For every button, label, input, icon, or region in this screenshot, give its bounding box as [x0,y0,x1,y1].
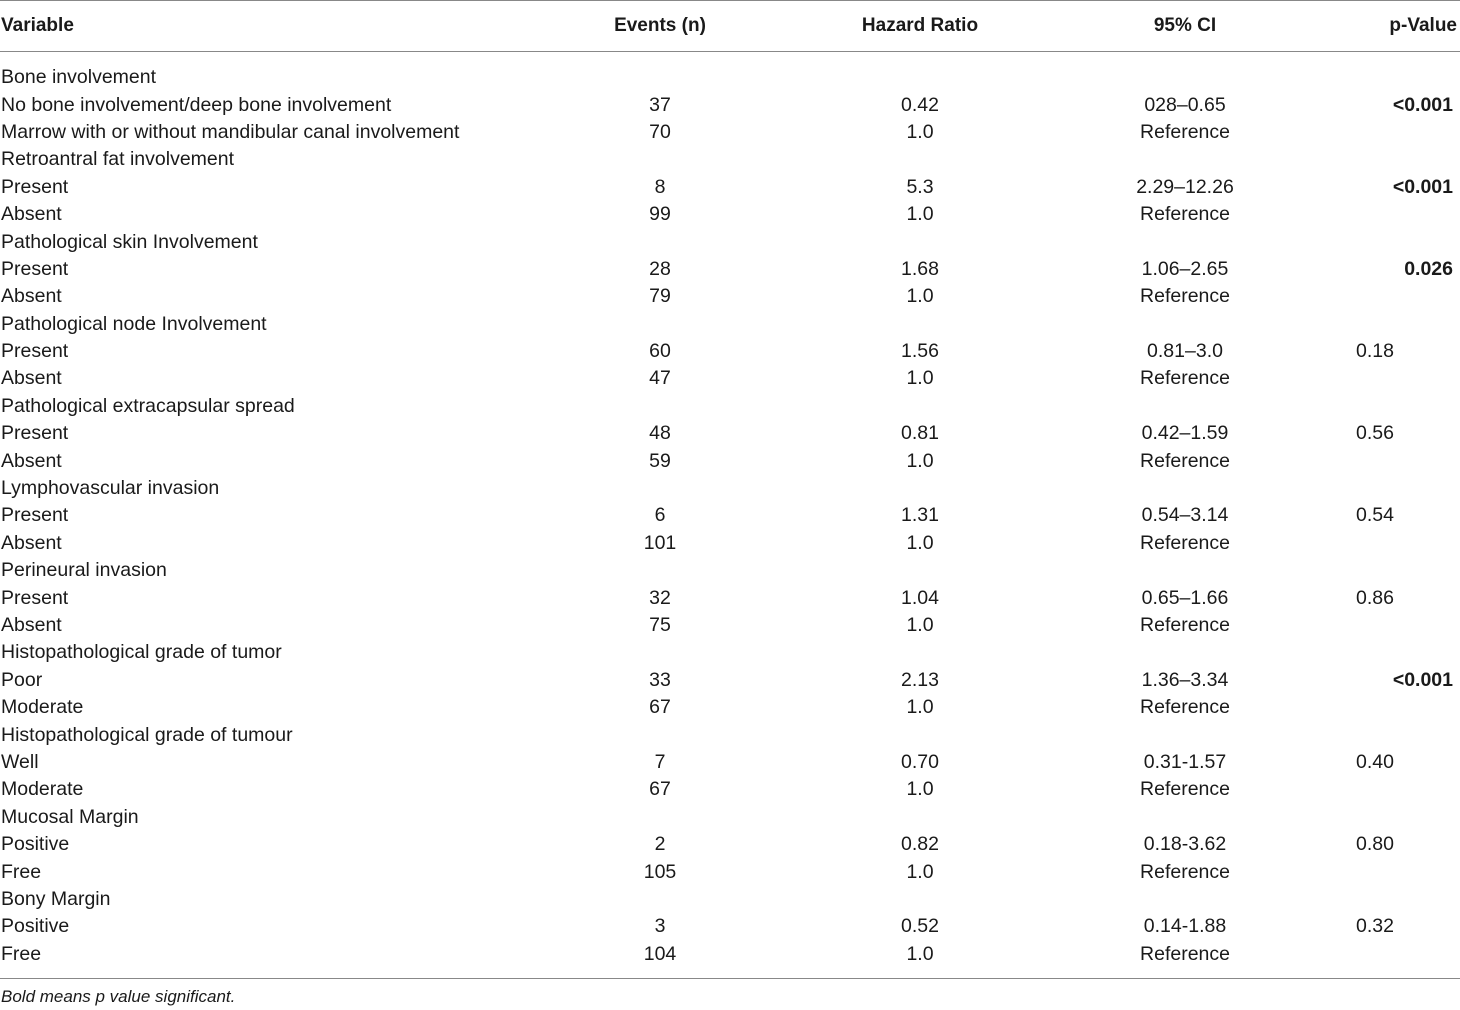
header-p-value: p-Value [1389,15,1457,36]
cell-ci: Reference [1140,860,1230,883]
cell-variable: Absent [1,285,62,308]
cell-variable: Absent [1,449,62,472]
cell-p-value [1290,228,1460,255]
cell-ci: Reference [1140,614,1230,636]
cell-hazard-ratio: 1.04 [901,586,939,609]
p-value-text: 0.86 [1356,586,1394,609]
cell-hazard-ratio: 1.0 [906,614,934,636]
group-row [0,475,1460,502]
cell-p-value [1290,420,1460,447]
cell-ci: 0.42–1.59 [1141,422,1229,445]
cell-p-value [1290,749,1460,776]
cell-ci [1080,804,1290,831]
table-row [0,831,1460,858]
cell-ci: 0.18-3.62 [1143,833,1227,856]
spacer-row [0,968,1460,979]
cell-p-value [1290,941,1460,968]
table-row [0,776,1460,803]
cell-ci [1080,475,1290,502]
table-row [0,858,1460,885]
p-value-text: 0.80 [1356,833,1394,856]
cell-events [560,311,760,338]
cell-hazard-ratio: 1.0 [906,942,934,965]
cell-hazard-ratio: 0.70 [901,750,939,773]
cell-variable: Bone involvement [1,66,157,89]
cell-p-value [1290,174,1460,201]
p-value-text: <0.001 [1392,668,1453,691]
cell-variable: Pathological skin Involvement [1,230,258,253]
cell-variable: Poor [1,668,43,691]
p-value-text: 0.40 [1356,750,1394,773]
cell-events: 75 [649,614,671,636]
cell-p-value [1290,612,1460,639]
p-value-text: 0.18 [1356,340,1394,363]
cell-ci: Reference [1140,203,1230,226]
cell-events: 59 [649,449,671,472]
cell-p-value [1290,584,1460,611]
cell-events: 33 [649,668,671,691]
cell-events [560,557,760,584]
cell-p-value [1290,256,1460,283]
cell-hazard-ratio [760,639,1080,666]
cell-p-value [1290,667,1460,694]
cell-variable: Positive [1,833,70,856]
table-row [0,119,1460,146]
cell-p-value [1290,91,1460,118]
cell-p-value [1290,858,1460,885]
cell-p-value [1290,146,1460,173]
table-row [0,91,1460,118]
cell-ci: Reference [1140,367,1230,390]
table-row [0,256,1460,283]
group-row [0,146,1460,173]
cell-events: 47 [649,367,671,390]
cell-ci [1080,721,1290,748]
cell-hazard-ratio: 0.82 [901,833,939,856]
cell-hazard-ratio: 1.0 [906,120,934,143]
cell-hazard-ratio [760,228,1080,255]
cell-hazard-ratio: 1.0 [906,449,934,472]
cell-events [560,721,760,748]
p-value-text: 0.32 [1356,915,1394,938]
cell-ci [1080,146,1290,173]
cell-events: 60 [649,340,671,363]
cell-hazard-ratio [760,804,1080,831]
table-row [0,749,1460,776]
cell-ci: 0.31-1.57 [1143,750,1227,773]
cell-ci: Reference [1140,449,1230,472]
cell-variable: Retroantral fat involvement [1,148,235,171]
header-row [0,1,1460,52]
cell-hazard-ratio [760,557,1080,584]
cell-variable: Moderate [1,778,84,801]
cell-p-value [1290,694,1460,721]
table-header [0,1,1460,52]
group-row [0,311,1460,338]
cell-events: 3 [654,915,666,938]
cell-variable: Present [1,586,69,609]
table-row [0,365,1460,392]
cell-hazard-ratio: 1.0 [906,860,934,883]
cell-events: 105 [643,860,677,883]
cell-variable: Free [1,942,42,965]
cell-p-value [1290,201,1460,228]
cell-p-value [1290,447,1460,474]
cell-hazard-ratio: 2.13 [901,668,939,691]
table-row [0,913,1460,940]
cell-p-value [1290,530,1460,557]
cell-hazard-ratio [760,146,1080,173]
p-value-text: 0.54 [1356,504,1394,527]
cell-ci: 1.36–3.34 [1141,668,1229,691]
p-value-text: <0.001 [1392,93,1453,116]
cell-p-value [1290,338,1460,365]
cell-events: 101 [643,531,677,554]
cell-events: 28 [649,257,671,280]
header-hazard-ratio: Hazard Ratio [861,15,979,36]
cell-ci [1080,639,1290,666]
cell-events [560,886,760,913]
cell-p-value [1290,475,1460,502]
cell-p-value [1290,913,1460,940]
cell-ci: Reference [1140,531,1230,554]
cell-events: 79 [649,285,671,308]
table-row [0,283,1460,310]
cell-variable: No bone involvement/deep bone involvement [1,93,392,116]
header-events: Events (n) [614,15,706,36]
table-row [0,612,1460,639]
cell-variable: Absent [1,203,62,226]
table-row [0,201,1460,228]
cell-hazard-ratio: 0.42 [901,93,939,116]
cell-variable: Free [1,860,42,883]
cell-hazard-ratio: 1.0 [906,696,934,719]
cell-p-value [1290,557,1460,584]
cell-ci [1080,64,1290,91]
cell-hazard-ratio: 5.3 [906,175,934,198]
table-row [0,447,1460,474]
group-row [0,886,1460,913]
cell-ci: 2.29–12.26 [1136,175,1234,198]
table-row [0,174,1460,201]
cell-ci: 0.81–3.0 [1147,340,1223,363]
cell-p-value [1290,831,1460,858]
spacer-row [0,52,1460,65]
cell-hazard-ratio [760,393,1080,420]
cell-p-value [1290,804,1460,831]
cell-variable: Histopathological grade of tumor [1,641,282,664]
group-row [0,64,1460,91]
cell-hazard-ratio: 1.0 [906,531,934,554]
cell-events [560,639,760,666]
cell-ci [1080,228,1290,255]
cell-hazard-ratio: 1.56 [901,340,939,363]
header-variable: Variable [1,15,74,36]
cell-hazard-ratio [760,721,1080,748]
cell-variable: Perineural invasion [1,559,167,582]
cell-events: 48 [649,422,671,445]
cell-hazard-ratio: 1.0 [906,203,934,226]
table-row [0,667,1460,694]
cell-variable: Bony Margin [1,887,111,910]
cell-ci: 0.54–3.14 [1141,504,1229,527]
cell-events [560,804,760,831]
cell-events [560,475,760,502]
cell-p-value [1290,64,1460,91]
cell-p-value [1290,311,1460,338]
table-row [0,530,1460,557]
cell-events [560,228,760,255]
cell-variable: Present [1,340,69,363]
cell-hazard-ratio: 1.0 [906,285,934,308]
table-row [0,694,1460,721]
cell-events: 8 [654,175,666,198]
table-row [0,941,1460,968]
cell-variable: Pathological extracapsular spread [1,394,295,417]
cell-p-value [1290,502,1460,529]
group-row [0,804,1460,831]
cell-variable: Lymphovascular invasion [1,477,220,500]
cell-hazard-ratio: 0.81 [901,422,939,445]
cell-hazard-ratio: 0.52 [901,915,939,938]
p-value-text: <0.001 [1392,175,1453,198]
cell-hazard-ratio [760,311,1080,338]
cell-ci [1080,886,1290,913]
cell-events: 67 [649,778,671,801]
cell-events [560,64,760,91]
cell-p-value [1290,721,1460,748]
cell-events: 32 [649,586,671,609]
group-row [0,228,1460,255]
cell-events: 2 [654,833,666,856]
p-value-text: 0.026 [1404,257,1453,280]
cell-variable: Well [1,750,39,773]
header-ci: 95% CI [1153,15,1217,36]
cell-hazard-ratio [760,475,1080,502]
cell-variable: Absent [1,367,62,390]
cell-ci: 0.14-1.88 [1143,915,1227,938]
cell-p-value [1290,283,1460,310]
cell-ci: Reference [1140,778,1230,801]
cell-variable: Absent [1,531,62,554]
cell-events: 6 [654,504,666,527]
cell-variable: Pathological node Involvement [1,312,267,335]
cell-ci: 028–0.65 [1144,93,1226,116]
cell-events [560,393,760,420]
table-body [0,52,1460,979]
cell-variable: Histopathological grade of tumour [1,723,293,746]
cell-hazard-ratio [760,64,1080,91]
table-footnote: Bold means p value significant. [1,987,236,1006]
cell-events: 67 [649,696,671,719]
cell-variable: Moderate [1,696,84,719]
table-row [0,338,1460,365]
cell-ci: Reference [1140,120,1230,143]
cell-p-value [1290,393,1460,420]
cell-variable: Absent [1,614,62,636]
cell-ci [1080,311,1290,338]
cell-events [560,146,760,173]
cell-ci: Reference [1140,696,1230,719]
cell-p-value [1290,639,1460,666]
cell-ci: 1.06–2.65 [1141,257,1229,280]
cell-variable: Mucosal Margin [1,805,139,828]
cell-p-value [1290,119,1460,146]
cell-ci [1080,393,1290,420]
cell-variable: Present [1,504,69,527]
cell-hazard-ratio: 1.0 [906,367,934,390]
p-value-text: 0.56 [1356,422,1394,445]
group-row [0,557,1460,584]
cell-variable: Present [1,422,69,445]
table-row [0,420,1460,447]
cell-ci: Reference [1140,285,1230,308]
cell-ci: Reference [1140,942,1230,965]
table-row [0,584,1460,611]
table-row [0,502,1460,529]
cell-p-value [1290,776,1460,803]
cell-variable: Present [1,175,69,198]
cell-events: 99 [649,203,671,226]
cell-ci: 0.65–1.66 [1141,586,1229,609]
group-row [0,639,1460,666]
cell-p-value [1290,365,1460,392]
cell-variable: Positive [1,915,70,938]
cell-events: 7 [654,750,666,773]
cell-hazard-ratio: 1.31 [901,504,939,527]
cell-hazard-ratio: 1.68 [901,257,939,280]
cell-ci [1080,557,1290,584]
cell-hazard-ratio [760,886,1080,913]
group-row [0,393,1460,420]
cell-events: 104 [643,942,677,965]
cell-variable: Present [1,257,69,280]
cell-hazard-ratio: 1.0 [906,778,934,801]
cell-variable: Marrow with or without mandibular canal involvement [1,120,460,143]
cell-p-value [1290,886,1460,913]
cell-events: 70 [649,120,671,143]
cell-events: 37 [649,93,671,116]
group-row [0,721,1460,748]
